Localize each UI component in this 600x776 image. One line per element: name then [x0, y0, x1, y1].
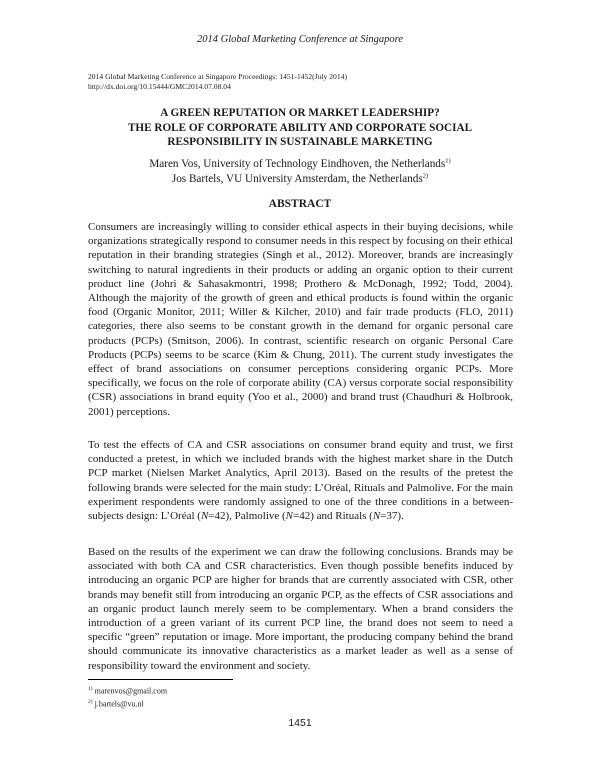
paragraph-text: =42), Palmolive ( — [208, 510, 286, 523]
author-affiliation: Maren Vos, University of Technology Eindhoven, the Netherlands — [149, 158, 446, 170]
sample-size-symbol: N — [372, 510, 381, 523]
sample-size-symbol: N — [200, 510, 209, 523]
author-affiliation: Jos Bartels, VU University Amsterdam, the Netherlands — [171, 172, 423, 185]
paragraph-text: To test the effects of CA and CSR associations on consumer brand equity and trust, we first conducted a pretest, in which we included brands with the highest market share in the Dutch PCP market (Nielsen Market Analytics, April 2013). Based on the results of the pretest the following brands were selected for the main study: L’Oréal, Rituals and Palmolive. For the main experiment respondents were randomly assigned to one of the three conditions in a between-subjects design: L’Oréal ( — [88, 439, 513, 523]
footnote-mark: 1) — [88, 686, 93, 692]
title-line: THE ROLE OF CORPORATE ABILITY AND CORPORATE SOCIAL — [127, 121, 473, 134]
footnote-item — [88, 697, 388, 710]
citation-block — [88, 72, 518, 92]
citation-doi: http://dx.doi.org/10.15444/GMC2014.07.08.04 — [88, 82, 231, 91]
abstract-paragraph: Based on the results of the experiment we can draw the following conclusions. Brands may be associated with both CA and CSR characteristics. Even though possible benefits induced by introducing an organic PCP are higher for brands that are currently associated with CSR, other brands may benefit still from introducing an organic PCP, as the effects of CSR associations and an organic product launch merely seem to be complementary. When a brand considers the introduction of a green variant of its current PCP line, the brand does not seem to need a specific “green” reputation or image. More important, the producing company behind the brand should communicate its innovative characteristics as a market leader as well as a sense of responsibility toward the environment and society. — [88, 546, 513, 672]
page-number: 1451 — [288, 717, 312, 729]
footnote-email: j.bartels@vu.nl — [92, 699, 144, 709]
sample-size-symbol: N — [285, 510, 294, 523]
abstract-paragraph — [88, 438, 513, 523]
author-list — [60, 157, 540, 186]
paragraph-text: =42) and Rituals ( — [293, 510, 373, 523]
author-line — [60, 172, 540, 187]
abstract-heading: ABSTRACT — [268, 198, 332, 210]
title-line: A GREEN REPUTATION OR MARKET LEADERSHIP? — [160, 107, 440, 119]
footnote-email: marenvos@gmail.com — [92, 686, 168, 696]
footnote-item — [88, 684, 388, 697]
footnote-mark: 2) — [88, 698, 93, 705]
title-line: RESPONSIBILITY IN SUSTAINABLE MARKETING — [167, 136, 433, 148]
abstract-paragraph: Consumers are increasingly willing to consider ethical aspects in their buying decisions, while organizations strategically respond to consumer needs in this respect by focusing on their ethical reputation in their branding strategies (Singh et al., 2012). Moreover, brands are increasingly switching to natural ingredients in their products or adding an organic option to their current product line (Johri & Sahasakmontri, 1998; Prothero & McDonagh, 1992; Todd, 2004). Although the majority of the growth of green and ethical products is found within the organic food (Organic Monitor, 2011; Willer & Kilcher, 2010) and fair trade products (FLO, 2011) categories, there also seems to be constant growth in the demand for organic personal care products (PCPs) (Smitson, 2006). In contrast, scientific research on organic Personal Care Products (PCPs) seems to be scarce (Kim & Chung, 2011). The current study investigates the effect of brand associations on consumer perceptions considering organic PCPs. More specifically, we focus on the role of corporate ability (CA) versus corporate social responsibility (CSR) associations in brand equity (Yoo et al., 2000) and brand trust (Chaudhuri & Holbrook, 2001) perceptions. — [88, 221, 513, 418]
running-header: 2014 Global Marketing Conference at Singapore — [197, 34, 403, 45]
citation-proceedings: 2014 Global Marketing Conference at Singapore Proceedings: 1451-1452(July 2014) — [88, 72, 347, 81]
author-line — [60, 157, 540, 172]
footnote-divider — [88, 679, 233, 680]
footnotes — [88, 684, 388, 709]
paper-title — [60, 106, 540, 150]
footnote-mark: 2) — [422, 171, 429, 179]
footnote-mark: 1) — [445, 157, 451, 165]
paragraph-text: =37). — [380, 510, 404, 523]
